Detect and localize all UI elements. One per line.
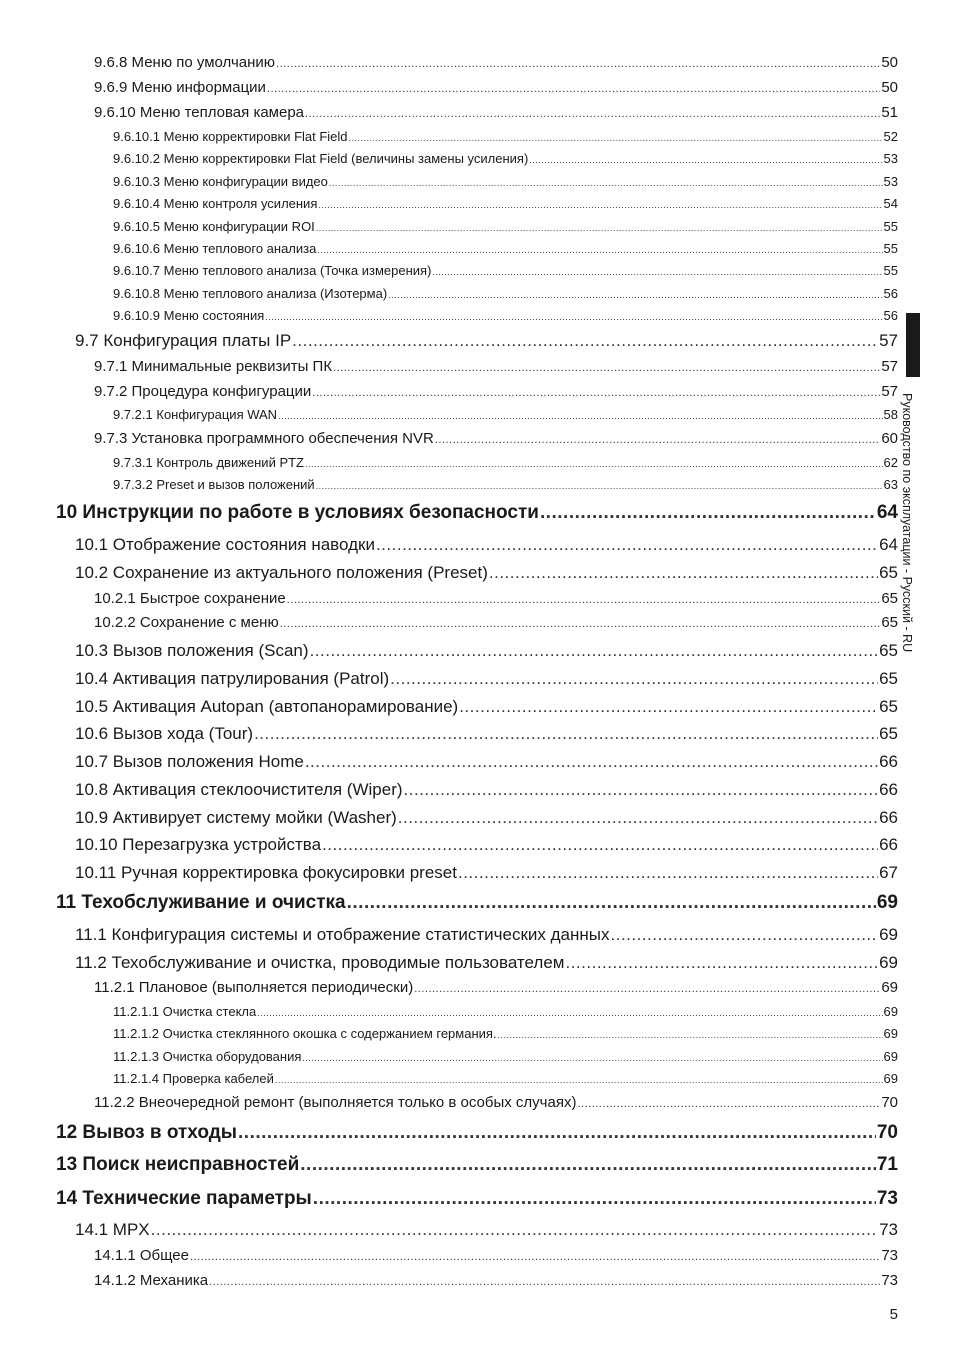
toc-entry	[113, 1027, 898, 1040]
section-tab-marker	[906, 313, 920, 377]
toc-entry	[94, 1273, 898, 1288]
toc-entry-page: 69	[879, 953, 898, 973]
toc-entry-title: 10.2.1 Быстрое сохранение	[94, 590, 286, 607]
toc-entry-page: 64	[879, 535, 898, 555]
dot-leader	[151, 1221, 878, 1238]
toc-entry-title: 9.7.3 Установка программного обеспечения NVR	[94, 430, 434, 447]
toc-entry-title: 11.2.2 Внеочередной ремонт (выполняется только в особых случаях)	[94, 1094, 577, 1111]
toc-entry-page: 60	[881, 430, 898, 447]
toc-entry-title: 9.6.10.5 Меню конфигурации ROI	[113, 218, 315, 234]
toc-entry-page: 66	[879, 752, 898, 772]
toc-entry	[75, 781, 898, 798]
toc-entry-page: 69	[876, 891, 898, 913]
toc-entry-title: 10.10 Перезагрузка устройства	[75, 835, 322, 855]
toc-chapter	[56, 503, 898, 522]
toc-entry-title: 14.1.1 Общее	[94, 1247, 189, 1264]
dot-leader	[280, 619, 881, 630]
toc-entry-title: 10.1 Отображение состояния наводки	[75, 535, 375, 555]
toc-entry-title: 9.6.10.4 Меню контроля усиления	[113, 195, 318, 211]
toc-entry	[113, 408, 898, 421]
toc-entry-title: 10.5 Активация Autopan (автопанорамирование)	[75, 697, 459, 717]
toc-entry-page: 64	[876, 501, 898, 523]
toc-entry	[75, 332, 898, 349]
toc-entry	[94, 431, 898, 446]
toc-entry-title: 10.7 Вызов положения Home	[75, 752, 304, 772]
toc-entry-title: 9.7.3.2 Preset и вызов положений	[113, 476, 315, 492]
toc-entry-page: 62	[883, 454, 898, 470]
toc-entry-page: 69	[881, 979, 898, 996]
dot-leader	[265, 313, 882, 322]
dot-leader	[540, 503, 876, 522]
toc-entry-page: 66	[879, 835, 898, 855]
toc-entry	[94, 1095, 898, 1110]
toc-entry	[113, 264, 898, 277]
toc-entry-page: 73	[881, 1247, 898, 1264]
toc-entry	[113, 309, 898, 322]
toc-entry	[94, 359, 898, 374]
dot-leader	[257, 1009, 882, 1018]
dot-leader	[305, 460, 883, 469]
dot-leader	[302, 1054, 882, 1063]
toc-entry-page: 56	[883, 285, 898, 301]
dot-leader	[287, 595, 881, 606]
toc-entry-page: 73	[879, 1220, 898, 1240]
toc-entry-title: 9.6.10.8 Меню теплового анализа (Изотерма)	[113, 285, 388, 301]
toc-entry-title: 10.2.2 Сохранение с меню	[94, 614, 279, 631]
toc-entry-title: 9.6.10.7 Меню теплового анализа (Точка измерения)	[113, 262, 432, 278]
toc-entry-page: 69	[883, 1003, 898, 1019]
toc-chapter	[56, 1123, 898, 1142]
toc-entry-title: 11.2.1.3 Очистка оборудования	[113, 1048, 302, 1064]
toc-entry-title: 11.2.1 Плановое (выполняется периодически)	[94, 979, 414, 996]
toc-entry-title: 10.2 Сохранение из актуального положения (Preset)	[75, 563, 488, 583]
toc-entry	[113, 152, 898, 165]
toc-entry	[75, 836, 898, 853]
toc-chapter	[56, 1189, 898, 1208]
toc-entry-page: 70	[876, 1121, 898, 1143]
dot-leader	[489, 564, 878, 581]
toc-entry-page: 53	[883, 173, 898, 189]
page-number: 5	[889, 1306, 898, 1323]
toc-entry-title: 11.2.1.1 Очистка стекла	[113, 1003, 257, 1019]
toc-entry-page: 52	[883, 128, 898, 144]
toc-entry	[94, 1248, 898, 1263]
toc-entry-title: 13 Поиск неисправностей	[56, 1153, 300, 1175]
toc-entry	[75, 954, 898, 971]
toc-entry	[113, 1050, 898, 1063]
dot-leader	[435, 435, 880, 446]
dot-leader	[529, 156, 882, 165]
toc-entry-title: 9.6.10.6 Меню теплового анализа	[113, 240, 317, 256]
toc-entry-page: 69	[883, 1048, 898, 1064]
toc-entry-title: 9.7 Конфигурация платы IP	[75, 331, 292, 351]
toc-entry-title: 9.7.2 Процедура конфигурации	[94, 383, 312, 400]
toc-entry-page: 55	[883, 262, 898, 278]
dot-leader	[305, 109, 880, 120]
toc-entry-page: 50	[881, 54, 898, 71]
dot-leader	[498, 1031, 883, 1040]
dot-leader	[432, 268, 882, 277]
dot-leader	[276, 59, 880, 70]
dot-leader	[414, 984, 880, 995]
toc-entry-title: 10 Инструкции по работе в условиях безопасности	[56, 501, 539, 523]
dot-leader	[300, 1155, 876, 1174]
toc-entry-page: 50	[881, 79, 898, 96]
dot-leader	[388, 291, 882, 300]
dot-leader	[347, 893, 876, 912]
toc-entry-page: 65	[879, 563, 898, 583]
toc-entry-title: 12 Вывоз в отходы	[56, 1121, 238, 1143]
dot-leader	[238, 1123, 876, 1142]
dot-leader	[458, 864, 878, 881]
toc-entry	[94, 615, 898, 630]
toc-entry-title: 14 Технические параметры	[56, 1187, 312, 1209]
toc-entry	[113, 175, 898, 188]
toc-entry	[94, 591, 898, 606]
toc-entry-page: 65	[879, 697, 898, 717]
dot-leader	[254, 725, 878, 742]
toc-entry-title: 10.6 Вызов хода (Tour)	[75, 724, 254, 744]
toc-entry-title: 10.11 Ручная корректировка фокусировки preset	[75, 863, 457, 883]
toc-entry	[113, 197, 898, 210]
dot-leader	[318, 201, 882, 210]
toc-entry-page: 67	[879, 863, 898, 883]
toc-entry-title: 9.6.10.3 Меню конфигурации видео	[113, 173, 328, 189]
dot-leader	[565, 954, 878, 971]
toc-entry-title: 10.4 Активация патрулирования (Patrol)	[75, 669, 390, 689]
toc-entry-page: 57	[881, 383, 898, 400]
toc-entry-page: 73	[876, 1187, 898, 1209]
toc-entry	[75, 642, 898, 659]
toc-entry	[75, 1221, 898, 1238]
toc-entry	[75, 809, 898, 826]
toc-entry-title: 11.1 Конфигурация системы и отображение статистических данных	[75, 925, 610, 945]
toc-entry-page: 65	[879, 641, 898, 661]
toc-entry-title: 11.2.1.4 Проверка кабелей	[113, 1070, 274, 1086]
dot-leader	[459, 698, 878, 715]
dot-leader	[329, 179, 883, 188]
toc-entry-title: 10.9 Активирует систему мойки (Washer)	[75, 808, 397, 828]
toc-entry-page: 53	[883, 150, 898, 166]
dot-leader	[312, 388, 880, 399]
toc-entry-title: 14.1.2 Механика	[94, 1272, 209, 1289]
toc-entry	[75, 864, 898, 881]
toc-entry-title: 9.6.10 Меню тепловая камера	[94, 104, 305, 121]
dot-leader	[209, 1277, 880, 1288]
dot-leader	[333, 363, 880, 374]
dot-leader	[267, 84, 880, 95]
toc-entry-title: 9.6.10.2 Меню корректировки Flat Field (величины замены усиления)	[113, 150, 529, 166]
toc-entry-page: 56	[883, 307, 898, 323]
toc-entry-page: 54	[883, 195, 898, 211]
toc-entry-title: 10.8 Активация стеклоочистителя (Wiper)	[75, 780, 403, 800]
toc-entry-page: 65	[881, 614, 898, 631]
dot-leader	[349, 134, 883, 143]
dot-leader	[190, 1252, 880, 1263]
toc-entry	[113, 287, 898, 300]
toc-entry	[94, 384, 898, 399]
toc-entry-page: 57	[881, 358, 898, 375]
dot-leader	[316, 482, 883, 491]
toc-chapter	[56, 1155, 898, 1174]
toc-entry-title: 11 Техобслуживание и очистка	[56, 891, 346, 913]
toc-entry-page: 73	[881, 1272, 898, 1289]
dot-leader	[292, 332, 878, 349]
dot-leader	[390, 670, 878, 687]
toc-entry	[94, 80, 898, 95]
toc-entry-title: 14.1 MPX	[75, 1220, 150, 1240]
toc-entry	[75, 753, 898, 770]
toc-entry-page: 65	[879, 669, 898, 689]
dot-leader	[404, 781, 879, 798]
toc-entry	[75, 564, 898, 581]
toc-entry-page: 58	[883, 406, 898, 422]
toc-entry	[94, 980, 898, 995]
toc-entry-page: 71	[876, 1153, 898, 1175]
toc-entry-title: 11.2 Техобслуживание и очистка, проводимые пользователем	[75, 953, 565, 973]
toc-entry-title: 11.2.1.2 Очистка стеклянного окошка с содержанием германия.	[113, 1025, 497, 1041]
toc-entry	[113, 478, 898, 491]
toc-entry-title: 9.6.10.9 Меню состояния	[113, 307, 265, 323]
dot-leader	[376, 536, 878, 553]
toc-entry-page: 51	[881, 104, 898, 121]
toc-entry-title: 10.3 Вызов положения (Scan)	[75, 641, 309, 661]
toc-entry	[113, 242, 898, 255]
dot-leader	[275, 1076, 883, 1085]
toc-entry-title: 9.6.8 Меню по умолчанию	[94, 54, 276, 71]
toc-entry	[113, 1072, 898, 1085]
toc-entry-page: 57	[879, 331, 898, 351]
dot-leader	[316, 224, 883, 233]
dot-leader	[310, 642, 879, 659]
toc-chapter	[56, 893, 898, 912]
toc-entry	[94, 55, 898, 70]
toc-entry	[113, 1005, 898, 1018]
toc-entry	[113, 130, 898, 143]
dot-leader	[313, 1189, 876, 1208]
dot-leader	[577, 1099, 880, 1110]
toc-entry-page: 69	[879, 925, 898, 945]
toc-entry	[75, 536, 898, 553]
dot-leader	[317, 246, 882, 255]
toc-entry-page: 63	[883, 476, 898, 492]
toc-entry-page: 65	[881, 590, 898, 607]
side-running-header: Руководство по эксплуатации - Русский - RU	[900, 393, 914, 653]
toc-entry	[75, 670, 898, 687]
dot-leader	[398, 809, 878, 826]
dot-leader	[278, 412, 882, 421]
toc-entry-page: 70	[881, 1094, 898, 1111]
toc-entry	[75, 926, 898, 943]
toc-entry	[75, 698, 898, 715]
toc-entry-page: 69	[883, 1070, 898, 1086]
toc-entry-page: 65	[879, 724, 898, 744]
toc-entry-title: 9.7.1 Минимальные реквизиты ПК	[94, 358, 333, 375]
toc-entry-page: 69	[883, 1025, 898, 1041]
toc-entry-page: 66	[879, 808, 898, 828]
toc-entry-page: 66	[879, 780, 898, 800]
toc-entry-title: 9.6.9 Меню информации	[94, 79, 266, 96]
toc-entry-title: 9.7.3.1 Контроль движений PTZ	[113, 454, 304, 470]
toc-entry-page: 55	[883, 218, 898, 234]
dot-leader	[305, 753, 878, 770]
toc-entry	[94, 105, 898, 120]
dot-leader	[611, 926, 879, 943]
toc-entry	[113, 220, 898, 233]
toc-entry	[113, 456, 898, 469]
toc-entry-title: 9.7.2.1 Конфигурация WAN	[113, 406, 278, 422]
toc-entry-title: 9.6.10.1 Меню корректировки Flat Field	[113, 128, 348, 144]
toc-entry	[75, 725, 898, 742]
toc-entry-page: 55	[883, 240, 898, 256]
dot-leader	[322, 836, 878, 853]
